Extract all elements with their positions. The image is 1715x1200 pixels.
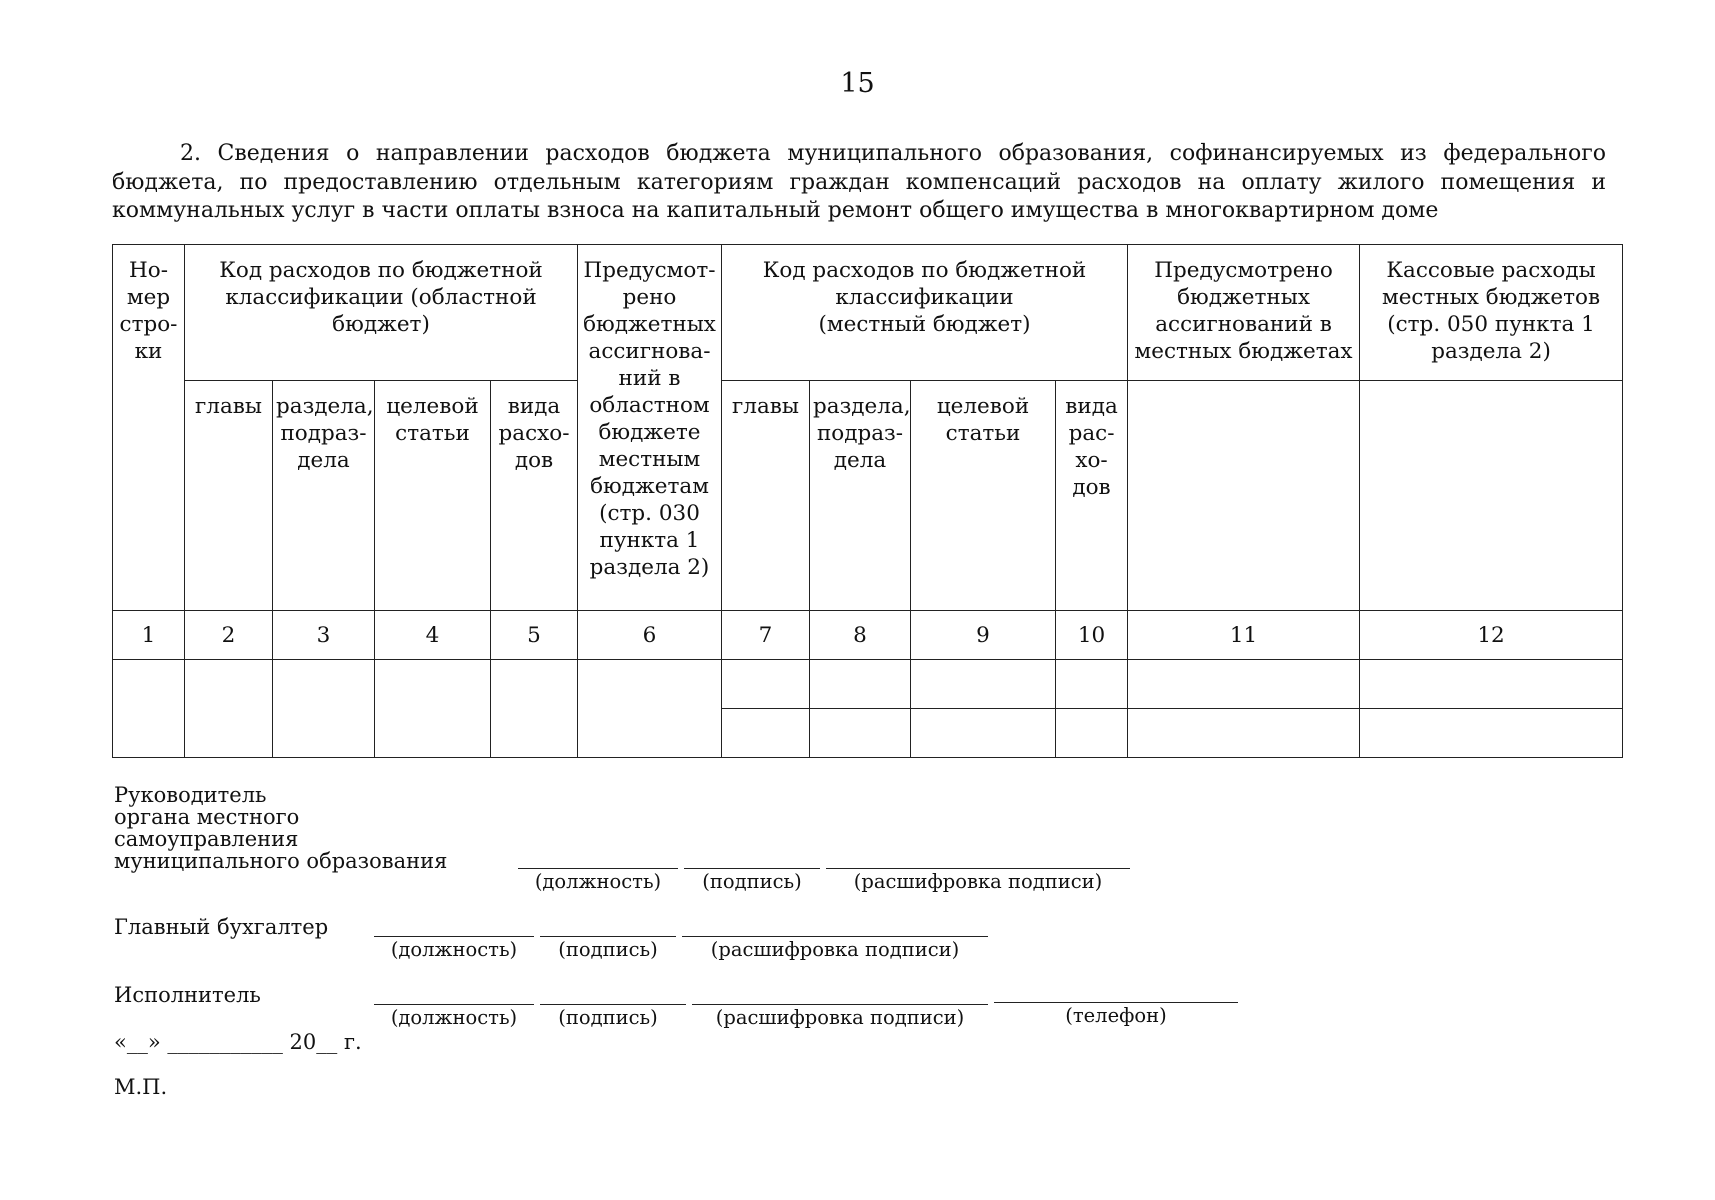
table-cell[interactable] xyxy=(113,660,185,758)
budget-expenses-table xyxy=(112,244,1623,758)
sub-local-chapter: главы xyxy=(722,381,810,611)
executor-signature-label: Исполнитель xyxy=(114,983,261,1007)
table-cell[interactable] xyxy=(491,660,578,758)
accountant-position-caption: (должность) xyxy=(390,938,518,961)
accountant-position-line[interactable] xyxy=(374,936,534,937)
stamp-place: М.П. xyxy=(114,1075,168,1099)
column-number: 1 xyxy=(113,611,185,660)
head-signature-line[interactable] xyxy=(684,868,820,869)
accountant-signature-caption: (подпись) xyxy=(558,938,658,961)
column-number: 2 xyxy=(185,611,273,660)
column-number: 9 xyxy=(911,611,1056,660)
table-cell[interactable] xyxy=(1056,660,1128,709)
table-row xyxy=(113,660,1623,709)
header-cash-local: Кассовые расходы местных бюджетов (стр. 050 пункта 1 раздела 2) xyxy=(1360,245,1623,381)
table-cell[interactable] xyxy=(810,709,911,758)
sub-cash-local-empty xyxy=(1360,381,1623,611)
column-number: 3 xyxy=(273,611,375,660)
table-cell[interactable] xyxy=(1360,660,1623,709)
sub-local-target: целевой статьи xyxy=(911,381,1056,611)
executor-decode-line[interactable] xyxy=(692,1004,988,1005)
table-cell[interactable] xyxy=(722,709,810,758)
head-signature-caption: (подпись) xyxy=(702,870,802,893)
section-intro: 2. Сведения о направлении расходов бюджета муниципального образования, софинансируемых из федерального бюджета, по предоставлению отдельным категориям граждан компенсаций расходов на оплату жилого помещения и коммунальных услуг в части оплаты взноса на капитальный ремонт общего имущества в многоквартирном доме xyxy=(112,141,1606,223)
head-signature-label: Руководитель органа местного самоуправления муниципального образования xyxy=(114,783,448,873)
sub-local-section: раздела, подраз- дела xyxy=(810,381,911,611)
column-number: 6 xyxy=(578,611,722,660)
header-group-regional: Код расходов по бюджетной классификации (областной бюджет) xyxy=(185,245,578,381)
column-number-row xyxy=(113,611,1623,660)
sub-local-type: вида рас- хо- дов xyxy=(1056,381,1128,611)
column-number: 7 xyxy=(722,611,810,660)
executor-phone-caption: (телефон) xyxy=(1065,1004,1167,1027)
header-row-number: Но- мер стро- ки xyxy=(113,245,185,611)
head-decode-line[interactable] xyxy=(826,868,1130,869)
executor-position-line[interactable] xyxy=(374,1004,534,1005)
accountant-decode-caption: (расшифровка подписи) xyxy=(710,938,960,961)
head-position-line[interactable] xyxy=(518,868,678,869)
table-cell[interactable] xyxy=(911,660,1056,709)
accountant-signature-label: Главный бухгалтер xyxy=(114,915,329,939)
header-group-local: Код расходов по бюджетной классификации (местный бюджет) xyxy=(722,245,1128,381)
accountant-decode-line[interactable] xyxy=(682,936,988,937)
sub-regional-target: целевой статьи xyxy=(375,381,491,611)
column-number: 12 xyxy=(1360,611,1623,660)
table-cell[interactable] xyxy=(722,660,810,709)
sub-regional-type: вида расхо- дов xyxy=(491,381,578,611)
executor-phone-line[interactable] xyxy=(994,1002,1238,1003)
table-cell[interactable] xyxy=(1056,709,1128,758)
table-cell[interactable] xyxy=(375,660,491,758)
table-cell[interactable] xyxy=(273,660,375,758)
header-planned-regional: Предусмот- рено бюджетных ассигнова- ний в областном бюджете местным бюджетам (стр. 030 пункта 1 раздела 2) xyxy=(578,245,722,611)
column-number: 10 xyxy=(1056,611,1128,660)
table-cell[interactable] xyxy=(911,709,1056,758)
header-planned-local: Предусмотрено бюджетных ассигнований в местных бюджетах xyxy=(1128,245,1360,381)
head-decode-caption: (расшифровка подписи) xyxy=(853,870,1103,893)
table-cell[interactable] xyxy=(185,660,273,758)
sub-planned-local-empty xyxy=(1128,381,1360,611)
column-number: 11 xyxy=(1128,611,1360,660)
table-cell[interactable] xyxy=(810,660,911,709)
executor-signature-line[interactable] xyxy=(540,1004,686,1005)
table-cell[interactable] xyxy=(578,660,722,758)
table-cell[interactable] xyxy=(1128,709,1360,758)
column-number: 4 xyxy=(375,611,491,660)
page-number: 15 xyxy=(840,68,875,99)
executor-position-caption: (должность) xyxy=(390,1006,518,1029)
date-line[interactable]: «__» ___________ 20__ г. xyxy=(114,1030,362,1054)
column-number: 8 xyxy=(810,611,911,660)
table-cell[interactable] xyxy=(1360,709,1623,758)
accountant-signature-line[interactable] xyxy=(540,936,676,937)
column-number: 5 xyxy=(491,611,578,660)
executor-decode-caption: (расшифровка подписи) xyxy=(715,1006,965,1029)
sub-regional-section: раздела, подраз- дела xyxy=(273,381,375,611)
head-position-caption: (должность) xyxy=(534,870,662,893)
executor-signature-caption: (подпись) xyxy=(558,1006,658,1029)
table-cell[interactable] xyxy=(1128,660,1360,709)
sub-regional-chapter: главы xyxy=(185,381,273,611)
